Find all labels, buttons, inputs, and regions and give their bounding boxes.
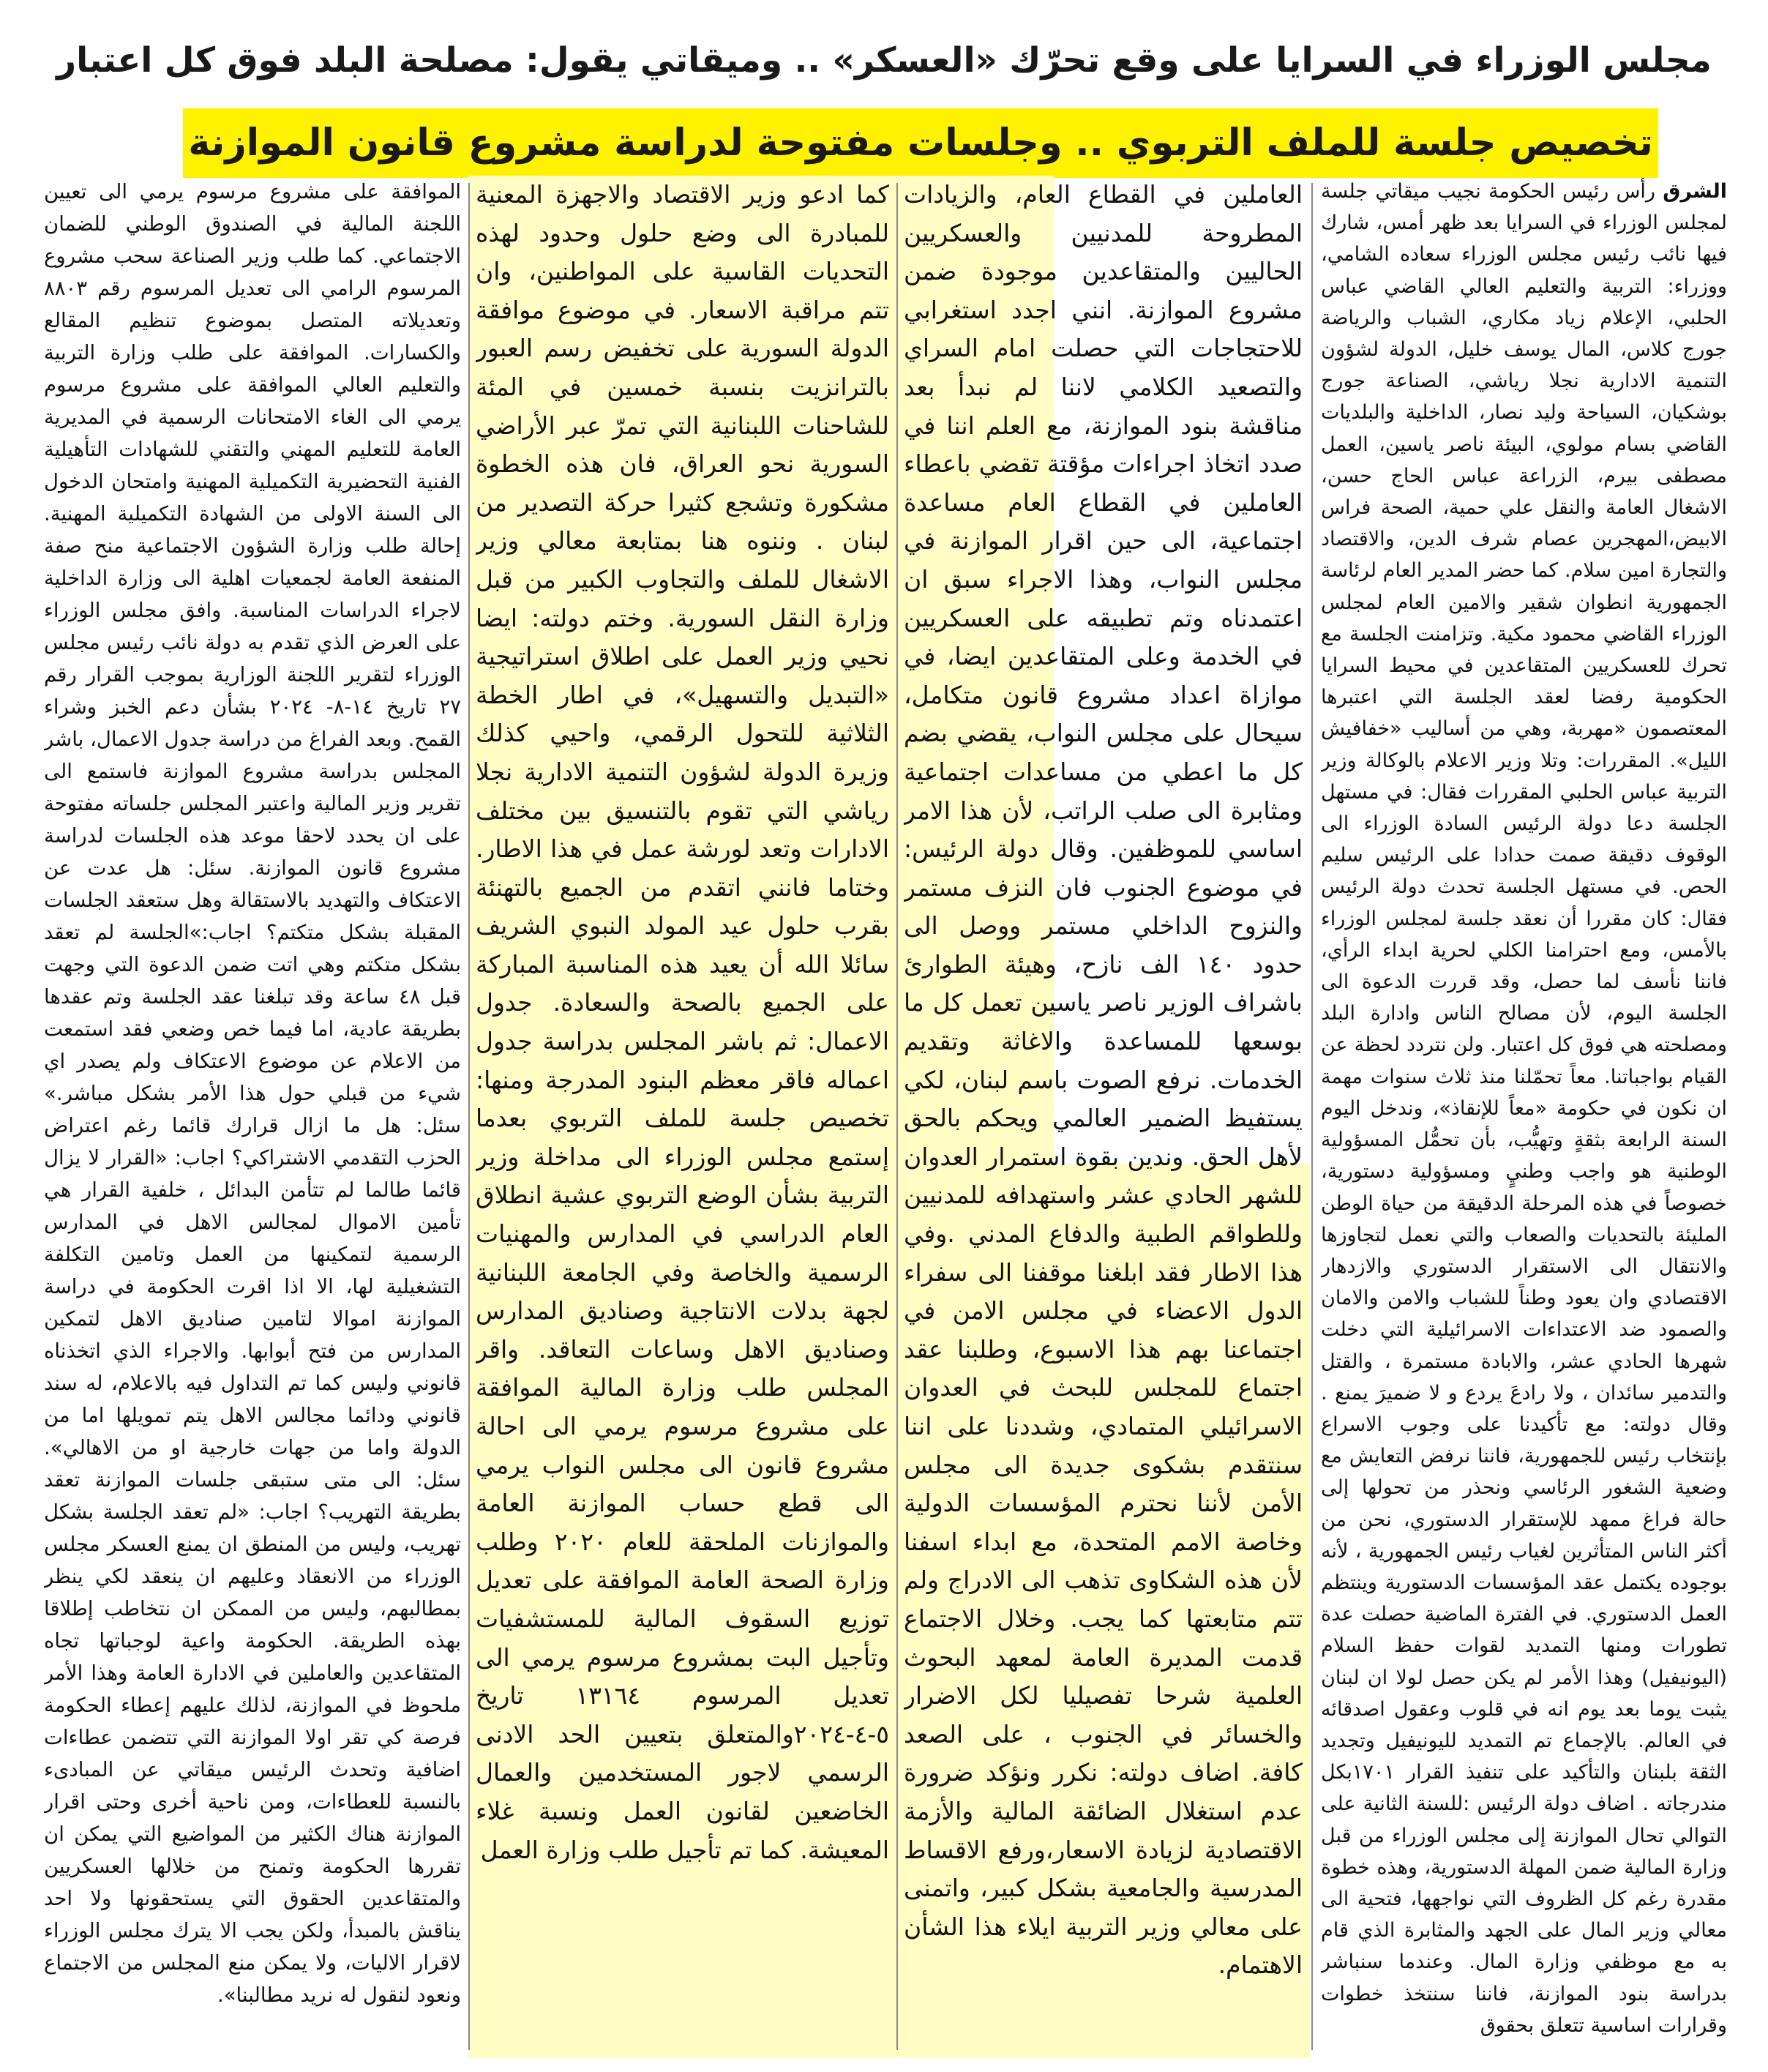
article-column-3 [476,176,889,2057]
column-text-3: كما ادعو وزير الاقتصاد والاجهزة المعنية للمبادرة الى وضع حلول وحدود لهذه التحديات القاسية على المواطنين، وان تتم مراقبة الاسعار. في موضوع موافقة الدولة السورية على تخفيض رسم العبور بالترانزيت بنسبة خمسين في المئة للشاحنات اللبنانية التي تمرّ عبر الأراضي السورية نحو العراق، فان هذه الخطوة مشكورة وتشجع كثيرا حركة التصدير من لبنان . وننوه هنا بمتابعة معالي وزير الاشغال للملف والتجاوب الكبير من قبل وزارة النقل السورية. وختم دولته: ايضا نحيي وزير العمل على اطلاق استراتيجية «التبديل والتسهيل»، في اطار الخطة الثلاثية للتحول الرقمي، واحيي كذلك وزيرة الدولة لشؤون التنمية الادارية نجلا رياشي التي تقوم بالتنسيق بين مختلف الادارات وتعد لورشة عمل في هذا الاطار. وختاما فانني اتقدم من الجميع بالتهنئة بقرب حلول عيد المولد النبوي الشريف سائلا الله أن يعيد هذه المناسبة المباركة على الجميع بالصحة والسعادة. جدول الاعمال: ثم باشر المجلس بدراسة جدول اعماله فاقر معظم البنود المدرجة ومنها: تخصيص جلسة للملف التربوي بعدما إستمع مجلس الوزراء الى مداخلة وزير التربية بشأن الوضع التربوي عشية انطلاق العام الدراسي في المدارس والمهنيات الرسمية والخاصة وفي الجامعة اللبنانية لجهة بدلات الانتاجية وصناديق المدارس وصناديق الاهل وساعات التعاقد. واقر المجلس طلب وزارة المالية الموافقة على مشروع مرسوم يرمي الى احالة مشروع قانون الى مجلس النواب يرمي الى قطع حساب الموازنة العامة والموازنات الملحقة للعام ٢٠٢٠ وطلب وزارة الصحة العامة الموافقة على تعديل توزيع السقوف المالية للمستشفيات وتأجيل البت بمشروع مرسوم يرمي الى تعديل المرسوم ١٣١٦٤ تاريخ ٥-٤-٢٠٢٤والمتعلق بتعيين الحد الادنى الرسمي لاجور المستخدمين والعمال الخاضعين لقانون العمل ونسبة غلاء المعيشة. كما تم تأجيل طلب وزارة العمل [476,180,889,1864]
main-headline: مجلس الوزراء في السرايا على وقع تحرّك «العسكر» .. وميقاتي يقول: مصلحة البلد فوق كل اعتبار [56,40,1712,81]
article-column-1 [1321,176,1727,2057]
column-rule [1311,183,1313,2050]
article-column-2 [904,176,1303,2057]
column-text-2: العاملين في القطاع العام، والزيادات المطروحة للمدنيين والعسكريين الحاليين والمتقاعدين موجودة ضمن مشروع الموازنة. انني اجدد استغرابي للاحتجاجات التي حصلت امام السراي والتصعيد الكلامي لاننا لم نبدأ بعد مناقشة بنود الموازنة، مع العلم اننا في صدد اتخاذ اجراءات مؤقتة تقضي باعطاء العاملين في القطاع العام مساعدة اجتماعية، الى حين اقرار الموازنة في مجلس النواب، وهذا الاجراء سبق ان اعتمدناه وتم تطبيقه على العسكريين في الخدمة وعلى المتقاعدين ايضا، في موازاة اعداد مشروع قانون متكامل، سيحال على مجلس النواب، يقضي بضم كل ما اعطي من مساعدات اجتماعية ومثابرة الى صلب الراتب، لأن هذا الامر اساسي للموظفين. وقال دولة الرئيس: في موضوع الجنوب فان النزف مستمر والنزوح الداخلي مستمر ووصل الى حدود ١٤٠ الف نازح، وهيئة الطوارئ باشراف الوزير ناصر ياسين تعمل كل ما بوسعها للمساعدة والاغاثة وتقديم الخدمات. نرفع الصوت باسم لبنان، لكي يستفيظ الضمير العالمي ويحكم بالحق لأهل الحق. وندين بقوة استمرار العدوان للشهر الحادي عشر واستهدافه للمدنيين وللطواقم الطبية والدفاع المدني .وفي هذا الاطار فقد ابلغنا موقفنا الى سفراء الدول الاعضاء في مجلس الامن في اجتماعنا بهم هذا الاسبوع، وطلبنا عقد اجتماع للمجلس للبحث في العدوان الاسرائيلي المتمادي، وشددنا على اننا سنتقدم بشكوى جديدة الى مجلس الأمن لأننا نحترم المؤسسات الدولية وخاصة الامم المتحدة، مع ابداء اسفنا لأن هذه الشكاوى تذهب الى الادراج ولم تتم متابعتها كما يجب. وخلال الاجتماع قدمت المديرة العامة لمعهد البحوث العلمية شرحا تفصيليا لكل الاضرار والخسائر في الجنوب ، على الصعد كافة. اضاف دولته: نكرر ونؤكد ضرورة عدم استغلال الضائقة المالية والأزمة الاقتصادية لزيادة الاسعار،ورفع الاقساط المدرسية والجامعية بشكل كبير، واتمنى على معالي وزير التربية ايلاء هذا الشأن الاهتمام. [904,180,1303,1980]
article-column-4 [44,176,461,2057]
column-rule [468,183,470,2050]
sub-headline-highlight [183,108,1658,178]
dateline: الشرق [1663,180,1727,203]
column-text-4: الموافقة على مشروع مرسوم يرمي الى تعيين اللجنة المالية في الصندوق الوطني للضمان الاجتماعي. كما طلب وزير الصناعة سحب مشروع المرسوم الرامي الى تعديل المرسوم رقم ٨٨٠٣ وتعديلاته المتصل بموضوع تنظيم المقالع والكسارات. الموافقة على طلب وزارة التربية والتعليم العالي الموافقة على مشروع مرسوم يرمي الى الغاء الامتحانات الرسمية في المديرية العامة للتعليم المهني والتقني للشهادات التأهيلية الفنية التحضيرية التكميلية المهنية وامتحان الدخول الى السنة الاولى من الشهادة التكميلية المهنية. إحالة طلب وزارة الشؤون الاجتماعية منح صفة المنفعة العامة لجمعيات اهلية الى وزارة الداخلية لاجراء الدراسات المناسبة. وافق مجلس الوزراء على العرض الذي تقدم به دولة نائب رئيس مجلس الوزراء لتقرير اللجنة الوزارية بموجب القرار رقم ٢٧ تاريخ ١٤-٨- ٢٠٢٤ بشأن دعم الخبز وشراء القمح. وبعد الفراغ من دراسة جدول الاعمال، باشر المجلس بدراسة مشروع الموازنة فاستمع الى تقرير وزير المالية واعتبر المجلس جلساته مفتوحة على ان يحدد لاحقا موعد هذه الجلسات لدراسة مشروع قانون الموازنة. سئل: هل عدت عن الاعتكاف والتهديد بالاستقالة وهل ستعقد الجلسات المقبلة بشكل متكتم؟ اجاب:»الجلسة لم تعقد بشكل متكتم وهي اتت ضمن الدعوة التي وجهت قبل ٤٨ ساعة وقد تبلغنا عقد الجلسة وتم عقدها بطريقة عادية، اما فيما خص وضعي فقد استمعت من الاعلام عن موضوع الاعتكاف ولم يصدر اي شيء من قبلي حول هذا الأمر بشكل مباشر.» سئل: هل ما ازال قرارك قائما رغم اعتراض الحزب التقدمي الاشتراكي؟ اجاب: «القرار لا يزال قائما طالما لم تتأمن البدائل ، خلفية القرار هي تأمين الاموال لمجالس الاهل في المدارس الرسمية لتمكينها من العمل وتامين التكلفة التشغيلية لها، الا اذا اقرت الحكومة في دراسة الموازنة اموالا لتامين صناديق الاهل لتمكين المدارس من فتح أبوابها. والاجراء الذي اتخذناه قانوني وليس كما تم التداول فيه بالاعلام، له سند قانوني ودائما مجالس الاهل يتم تمويلها اما من الدولة واما من جهات خارجية او من الاهالي». سئل: الى متى ستبقى جلسات الموازنة تعقد بطريقة التهريب؟ اجاب: «لم تعقد الجلسة بشكل تهريب، وليس من المنطق ان يمنع العسكر مجلس الوزراء من الانعقاد وعليهم ان ينعقد لكي ينظر بمطالبهم، وليس من الممكن ان نتخاطب إطلاقا بهذه الطريقة. الحكومة واعية لوجباتها تجاه المتقاعدين والعاملين في الادارة العامة وهذا الأمر ملحوظ في الموازنة، لذلك عليهم إعطاء الحكومة فرصة كي تقر اولا الموازنة التي تتضمن عطاءات اضافية وتحدث الرئيس ميقاتي عن المبادىء بالنسبة للعطاءات، ومن ناحية أخرى وحتى اقرار الموازنة هناك الكثير من المواضيع التي يمكن ان تقررها الحكومة وتمنح من خلالها العسكريين والمتقاعدين الحقوق التي يستحقونها ولا احد يناقش بالمبدأ، ولكن يجب الا يترك مجلس الوزراء لاقرار الاليات، ولا يمكن منع المجلس من الاجتماع ونعود لنقول له نريد مطالبنا». [44,180,461,2007]
column-rule [896,183,898,2050]
sub-headline: تخصيص جلسة للملف التربوي .. وجلسات مفتوحة لدراسة مشروع قانون الموازنة [188,121,1653,165]
column-text-1: رأس رئيس الحكومة نجيب ميقاتي جلسة لمجلس الوزراء في السرايا بعد ظهر أمس، شارك فيها نائب رئيس مجلس الوزراء سعاده الشامي، ووزراء: التربية والتعليم العالي القاضي عباس الحلبي، الإعلام زياد مكاري، الشباب والرياضة جورج كلاس، المال يوسف خليل، الدولة لشؤون التنمية الادارية نجلا رياشي، الصناعة جورج بوشكيان، السياحة وليد نصار، الداخلية والبلديات القاضي بسام مولوي، البيئة ناصر ياسين، العمل مصطفى بيرم، الزراعة عباس الحاج حسن، الاشغال العامة والنقل علي حمية، الصحة فراس الابيض،المهجرين عصام شرف الدين، والاقتصاد والتجارة امين سلام. كما حضر المدير العام لرئاسة الجمهورية انطوان شقير والامين العام لمجلس الوزراء القاضي محمود مكية. وتزامنت الجلسة مع تحرك للعسكريين المتقاعدين في محيط السرايا الحكومية رفضا لعقد الجلسة التي اعتبرها المعتصمون «مهربة، وهي من أساليب «خفافيش الليل». المقررات: وتلا وزير الاعلام بالوكالة وزير التربية عباس الحلبي المقررات فقال: في مستهل الجلسة دعا دولة الرئيس السادة الوزراء الى الوقوف دقيقة صمت حدادا على الرئيس سليم الحص. في مستهل الجلسة تحدث دولة الرئيس فقال: كان مقررا أن نعقد جلسة لمجلس الوزراء بالأمس، ومع احترامنا الكلي لحرية ابداء الرأي، فاننا نأسف لما حصل، وقد قررت الدعوة الى الجلسة اليوم، لأن مصالح الناس وادارة البلد ومصلحته هي فوق كل اعتبار. ولن نتردد لحظة عن القيام بواجباتنا. معاً تحمّلنا منذ ثلاث سنوات مهمة ان نكون في حكومة «معاً للإنقاذ»، وندخل اليوم السنة الرابعة بثقةٍ وتهيُّب، بأن تحمُّل المسؤولية الوطنية هو واجب وطنيٍ ومسؤولية دستورية، خصوصاً في هذه المرحلة الدقيقة من حياة الوطن المليئة بالتحديات والصعاب والتي نعمل لتجاوزها والانتقال الى الاستقرار الدستوري والازدهار الاقتصادي وان يعود وطناً للشباب والامن والامان والصمود ضد الاعتداءات الاسرائيلية التي دخلت شهرها الحادي عشر، والابادة مستمرة ، والقتل والتدمير سائدان ، ولا رادعَ يردع و لا ضميرَ يمنع . وقال دولته: مع تأكيدنا على وجوب الاسراع بإنتخاب رئيس للجمهورية، فاننا نرفض التعايش مع وضعية الشغور الرئاسي ونحذر من تحولها إلى حالة فراغ ممهد للإستقرار الدستوري، نحن من أكثر الناس المتأثرين لغياب رئيس الجمهورية ، لأنه بوجوده يكتمل عقد المؤسسات الدستورية وينتظم العمل الدستوري. في الفترة الماضية حصلت عدة تطورات ومنها التمديد لقوات حفظ السلام (اليونيفيل) وهذا الأمر لم يكن حصل لولا ان لبنان يثبت يوما بعد يوم انه في قلوب وعقول اصدقائه في العالم. بالإجماع تم التمديد لليونيفيل وتجديد الثقة بلبنان والتأكيد على تنفيذ القرار ١٧٠١بكل مندرجاته . اضاف دولة الرئيس :للسنة الثانية على التوالي تحال الموازنة إلى مجلس الوزراء من قبل وزارة المالية ضمن المهلة الدستورية، وهذه خطوة مقدرة رغم كل الظروف التي نواجهها، فتحية الى معالي وزير المال على الجهد والمثابرة الذي قام به مع موظفي وزارة المال. وعندما سنباشر بدراسة بنود الموازنة، فاننا سنتخذ خطوات وقرارات اساسية تتعلق بحقوق [1321,180,1727,2037]
